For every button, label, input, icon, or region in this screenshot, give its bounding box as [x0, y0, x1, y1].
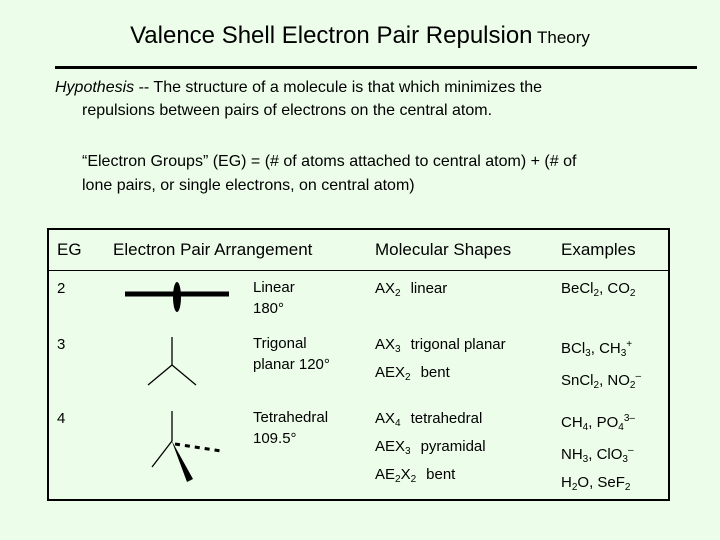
- example-text: , NO: [599, 371, 630, 389]
- hypothesis-paragraph: [55, 76, 695, 122]
- example-text: BeCl: [561, 280, 594, 297]
- shape-name: trigonal planar: [410, 335, 506, 353]
- example-charge: +: [626, 338, 633, 350]
- arrangement-cell: [247, 327, 365, 401]
- arrangement-cell: [247, 401, 365, 500]
- hypothesis-text-2: repulsions between pairs of electrons on the central atom.: [82, 102, 493, 119]
- shape-line: [375, 361, 553, 389]
- shape-formula: AX: [375, 409, 396, 427]
- header-eg: EG: [48, 229, 105, 271]
- example-line: [561, 333, 668, 365]
- shape-formula: AX: [375, 335, 396, 353]
- shape-line: [375, 277, 553, 305]
- shape-line: [375, 333, 553, 361]
- header-examples: Examples: [553, 229, 669, 271]
- shapes-cell: [365, 401, 553, 500]
- shape-subscript: 2: [405, 371, 411, 383]
- eg-cell: 4: [57, 409, 66, 427]
- example-subscript: 2: [629, 288, 636, 299]
- linear-geometry-icon: [105, 277, 245, 323]
- shape-line: [375, 407, 553, 435]
- tetrahedral-diagram: [105, 401, 247, 500]
- examples-cell: [553, 271, 669, 327]
- example-subscript: 3: [585, 347, 591, 359]
- arrangement-angle: 180°: [253, 300, 285, 317]
- eg-cell: 3: [57, 335, 66, 353]
- vsepr-table: [47, 228, 670, 501]
- table-row: [48, 401, 669, 500]
- hypothesis-text-1: -- The structure of a molecule is that which minimizes the: [134, 79, 543, 96]
- example-text: CH: [561, 413, 583, 431]
- example-subscript: 4: [618, 421, 624, 433]
- shape-line: [375, 435, 553, 463]
- hypothesis-label: Hypothesis: [55, 79, 135, 96]
- arrangement-name: Linear: [253, 279, 295, 296]
- example-charge: –: [635, 370, 642, 382]
- example-charge: 3–: [623, 412, 635, 424]
- example-text: , CO: [599, 280, 630, 297]
- linear-diagram: [105, 271, 247, 327]
- shape-subscript: 3: [405, 445, 411, 457]
- example-subscript: 3: [582, 453, 589, 465]
- electron-groups-definition: [82, 150, 682, 198]
- example-text: NH: [561, 445, 583, 463]
- example-line: [561, 439, 668, 471]
- examples-cell: [553, 327, 669, 401]
- example-subscript: 2: [571, 481, 578, 493]
- electron-groups-text-2: lone pairs, or single electrons, on central atom): [82, 177, 415, 194]
- arrangement-cell: [247, 271, 365, 327]
- example-text: BCl: [561, 339, 586, 357]
- trigonal-diagram: [105, 327, 247, 401]
- shape-formula: X: [400, 465, 411, 483]
- arrangement-angle: 109.5°: [253, 429, 297, 447]
- shape-formula: AEX: [375, 437, 406, 455]
- shape-name: tetrahedral: [410, 409, 483, 427]
- header-arrangement: Electron Pair Arrangement: [105, 229, 365, 271]
- electron-groups-term: “Electron Groups”: [82, 153, 209, 170]
- shape-subscript: 3: [395, 343, 401, 355]
- example-line: [561, 277, 668, 305]
- example-line: [561, 471, 668, 499]
- example-charge: –: [627, 444, 634, 456]
- example-subscript: 2: [624, 481, 631, 493]
- example-subscript: 2: [629, 379, 636, 391]
- arrangement-name: Tetrahedral: [253, 408, 329, 426]
- electron-groups-text-1: (EG) = (# of atoms attached to central atom) + (# of: [208, 153, 577, 170]
- table-row: [48, 271, 669, 327]
- shape-name: pyramidal: [420, 437, 486, 455]
- tetrahedral-geometry-icon: [105, 407, 245, 487]
- shape-line: [375, 463, 553, 491]
- shape-formula: AX: [375, 280, 396, 297]
- title-divider: [55, 66, 697, 69]
- table-row: [48, 327, 669, 401]
- example-line: [561, 407, 668, 439]
- shapes-cell: [365, 271, 553, 327]
- example-subscript: 2: [593, 379, 600, 391]
- example-subscript: 3: [620, 347, 627, 359]
- shape-formula: AE: [375, 465, 396, 483]
- shape-subscript: 2: [395, 473, 401, 485]
- title-theory: Theory: [536, 28, 590, 47]
- example-text: , ClO: [588, 445, 623, 463]
- title-main: Valence Shell Electron Pair Repulsion: [130, 22, 533, 49]
- slide-title: [0, 22, 720, 50]
- example-text: H: [561, 473, 572, 491]
- example-subscript: 3: [622, 453, 628, 465]
- shape-name: linear: [410, 280, 448, 297]
- eg-cell: 2: [57, 280, 66, 297]
- shape-name: bent: [426, 465, 456, 483]
- shapes-cell: [365, 327, 553, 401]
- shape-name: bent: [420, 363, 450, 381]
- shape-subscript: 2: [395, 288, 401, 299]
- example-text: , PO: [588, 413, 619, 431]
- examples-cell: [553, 401, 669, 500]
- table-header-row: [48, 229, 669, 271]
- example-text: SnCl: [561, 371, 594, 389]
- arrangement-angle: planar 120°: [253, 355, 330, 373]
- trigonal-planar-geometry-icon: [105, 333, 245, 401]
- example-text: O, SeF: [577, 473, 625, 491]
- header-shapes: Molecular Shapes: [365, 229, 553, 271]
- example-subscript: 2: [593, 288, 600, 299]
- example-line: [561, 365, 668, 397]
- example-subscript: 4: [582, 421, 589, 433]
- arrangement-name: Trigonal: [253, 334, 307, 352]
- shape-formula: AEX: [375, 363, 406, 381]
- shape-subscript: 2: [410, 473, 417, 485]
- shape-subscript: 4: [395, 417, 401, 429]
- example-text: , CH: [590, 339, 621, 357]
